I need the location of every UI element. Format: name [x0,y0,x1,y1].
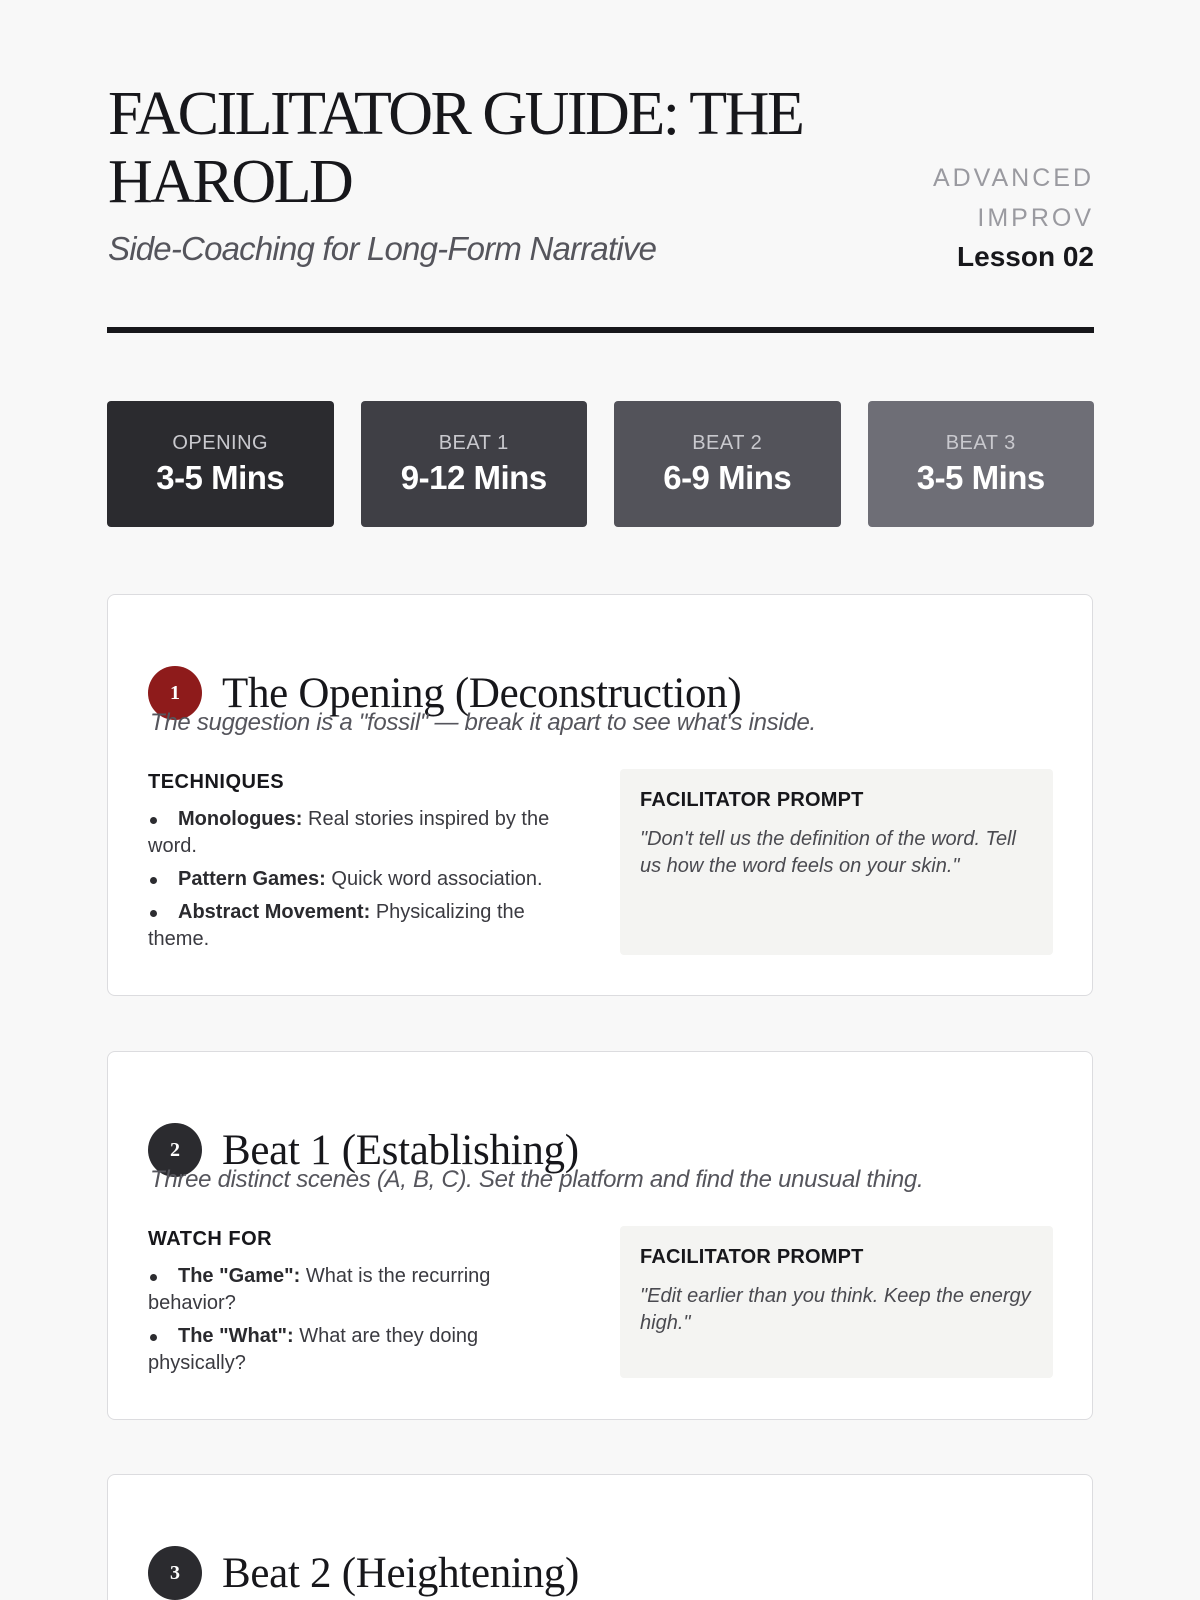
timeline-beat-1 [361,401,588,527]
watch-for-column [148,1228,568,1383]
list-item [148,1323,568,1377]
timeline-duration: 3-5 Mins [156,458,285,496]
facilitator-prompt-box [620,1226,1053,1378]
section-number-badge: 3 [148,1546,202,1600]
timeline-label: BEAT 1 [438,431,509,454]
list-item-term: Abstract Movement: [178,901,371,923]
list-item [148,1263,568,1317]
timeline-beat-3 [868,401,1095,527]
timeline-beat-2 [614,401,841,527]
timeline-duration: 6-9 Mins [663,458,792,496]
prompt-text: "Edit earlier than you think. Keep the energy high." [640,1285,1031,1334]
prompt-label: FACILITATOR PROMPT [640,1246,864,1268]
facilitator-prompt-box [620,769,1053,955]
lesson-meta [874,158,1094,276]
list-item-term: Pattern Games: [178,868,326,890]
list-heading: WATCH FOR [148,1228,273,1250]
timeline-duration: 3-5 Mins [916,458,1045,496]
header-divider [107,327,1094,333]
timeline-label: OPENING [172,431,269,454]
section-title: The Opening (Deconstruction) [222,669,742,717]
page-title: FACILITATOR GUIDE: THE HAROLD [108,80,803,216]
list-item-text: Quick word association. [331,868,543,890]
timeline-opening [107,401,334,527]
list-item [148,806,568,860]
prompt-label: FACILITATOR PROMPT [640,789,864,811]
section-title: Beat 2 (Heightening) [222,1549,580,1597]
list-item-term: Monologues: [178,808,303,830]
page-subtitle: Side-Coaching for Long-Form Narrative [108,230,657,267]
list-item-term: The "What": [178,1325,294,1347]
section-title: Beat 1 (Establishing) [222,1126,579,1174]
list-item-text: Real stories inspired by the word. [148,808,550,857]
section-header [148,1513,579,1600]
section-card-beat-2 [107,1474,1093,1600]
list-heading: TECHNIQUES [148,771,285,793]
section-description: The suggestion is a "fossil" — break it apart to see what's inside. [150,709,816,736]
list-item-text: What are they doing physically? [148,1325,479,1374]
timeline-label: BEAT 2 [692,431,763,454]
section-number-badge: 2 [148,1123,202,1177]
list-item-text: What is the recurring behavior? [148,1265,491,1314]
watch-for-list [148,1263,568,1377]
section-card-beat-1 [107,1051,1093,1420]
techniques-list [148,806,568,953]
techniques-column [148,771,568,959]
list-item [148,866,568,893]
course-category: ADVANCED IMPROV [932,164,1094,232]
section-description: Three distinct scenes (A, B, C). Set the platform and find the unusual thing. [150,1166,924,1193]
prompt-text: "Don't tell us the definition of the word. Tell us how the word feels on your skin." [640,828,1016,877]
page-header [108,80,1094,310]
timeline-duration: 9-12 Mins [400,458,547,496]
timeline [107,401,1094,527]
timeline-label: BEAT 3 [945,431,1016,454]
list-item-text: Physicalizing the theme. [148,901,525,950]
section-number-badge: 1 [148,666,202,720]
section-card-opening [107,594,1093,996]
lesson-number: Lesson 02 [957,241,1094,272]
list-item-term: The "Game": [178,1265,301,1287]
list-item [148,899,568,953]
